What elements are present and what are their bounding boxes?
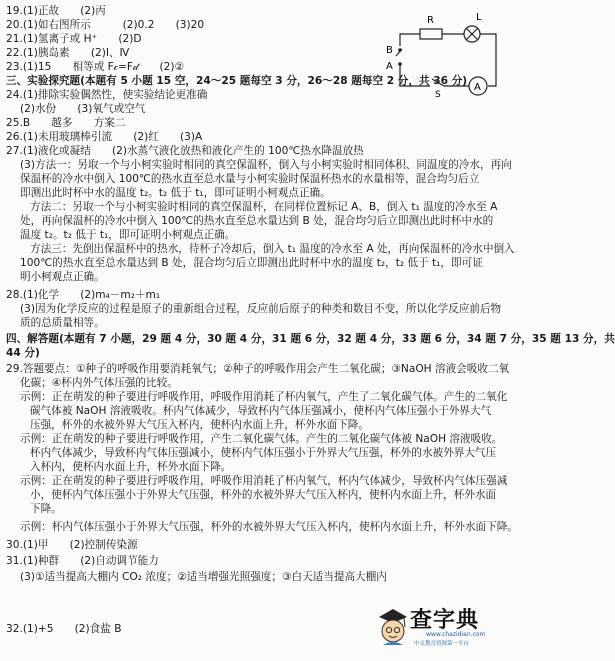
answer-line: 22.(1)胰岛素 (2)Ⅰ、Ⅳ xyxy=(6,47,130,59)
mascot-icon xyxy=(376,605,410,647)
answer-line: 入杯内，使杯内水面上升，杯外水面下降。 xyxy=(30,461,232,473)
answer-line: (3)方法一：另取一个与小柯实验时相同的真空保温杯，倒入与小柯实验时相同体积、同温度的冷水，再向 xyxy=(20,159,512,171)
answer-line: 25.B 越多 方案二 xyxy=(6,117,126,129)
answer-line: 29.答题要点：①种子的呼吸作用要消耗氧气；②种子的呼吸作用会产生二氧化碳；③NaOH 溶液会吸收二氧 xyxy=(6,363,510,375)
section-heading: 44 分) xyxy=(6,347,40,359)
lamp-label: L xyxy=(476,12,482,23)
point-a-label: A xyxy=(386,61,393,72)
brand-name: 查字典 xyxy=(410,608,480,633)
answer-line: 保温杯的冷水中倒入 100℃的热水直至总水量与小柯实验时保温杯热水的水量相等，混合均匀后立 xyxy=(20,173,480,185)
answer-line: 质的总质量相等。 xyxy=(20,317,105,329)
answer-line: 28.(1)化学 (2)m₄－m₂＋m₁ xyxy=(6,289,161,301)
switch-icon xyxy=(432,79,444,86)
answer-line: 小，使杯内气体压强小于外界大气压强，杯外的水被外界大气压入杯内，使杯内水面上升，杯外水面 xyxy=(30,489,497,501)
answer-line: 100℃的热水直至总水量达到 B 处，混合均匀后立即测出此时杯中水的温度 t₂，t₂ 低于 t₁，即可证 xyxy=(20,257,483,269)
answer-line: (2)水份 (3)氧气或空气 xyxy=(20,103,146,115)
answer-line: 示例：杯内气体压强小于外界大气压强，杯外的水被外界大气压入杯内，使杯内水面上升，杯外水面下降。 xyxy=(20,521,518,533)
answer-line: 方法二：另取一个与小柯实验时相同的真空保温杯，在同样位置标记 A、B，倒入 t₁ 温度的冷水至 A xyxy=(30,201,498,213)
switch-label: S xyxy=(435,90,441,100)
answer-line: 30.(1)甲 (2)控制传染源 xyxy=(6,539,138,551)
answer-line: 32.(1)+5 (2)食盐 B xyxy=(6,623,122,635)
answer-line: 杯内气体减少，导致杯内气体压强减小，使杯内气体压强小于外界大气压强，杯外的水被外界大气压 xyxy=(30,447,497,459)
answer-line: 下降。 xyxy=(30,503,62,515)
answer-line: 21.(1)氢离子或 H⁺ (2)D xyxy=(6,33,142,45)
watermark-logo xyxy=(376,601,506,651)
answer-line: 示例：正在萌发的种子要进行呼吸作用，呼吸作用消耗了杯内氧气，杯内气体减少，导致杯内气体压强减 xyxy=(20,475,508,487)
answer-line: 31.(1)种群 (2)自动调节能力 xyxy=(6,555,159,567)
brand-url: www.chazidian.com xyxy=(426,631,486,638)
brand-tagline: 中文教育资源第一平台 xyxy=(414,641,470,647)
answer-line: 即测出此时杯中水的温度 t₂。t₂ 低于 t₁，即可证明小柯观点正确。 xyxy=(20,187,331,199)
answer-line: 碳气体被 NaOH 溶液吸收。杯内气体减少，导致杯内气体压强减小，使杯内气体压强小于外界大气 xyxy=(30,405,492,417)
answer-line: 示例：正在萌发的种子要进行呼吸作用，呼吸作用消耗了杯内氧气，产生了二氧化碳气体。产生的二氧化 xyxy=(20,391,508,403)
answer-line: 示例：正在萌发的种子要进行呼吸作用，产生二氧化碳气体。产生的二氧化碳气体被 NaOH 溶液吸收。 xyxy=(20,433,503,445)
wire xyxy=(400,34,420,46)
answer-line: 23.(1)15 相等或 F𝒸=F𝒹 (2)② xyxy=(6,61,185,73)
answer-line: 压强，杯外的水被外界大气压入杯内，使杯内水面上升，杯外水面下降。 xyxy=(30,419,369,431)
answer-line: 化碳；④杯内外气体压强的比较。 xyxy=(20,377,178,389)
answer-line: 方法三：先倒出保温杯中的热水，待杯子冷却后，倒入 t₁ 温度的冷水至 A 处，再向保温杯的冷水中倒入 xyxy=(30,243,515,255)
answer-line: 24.(1)排除实验偶然性，使实验结论更准确 xyxy=(6,89,208,101)
circuit-diagram xyxy=(372,6,506,98)
wire xyxy=(400,64,430,86)
answer-line: 处，再向保温杯的冷水中倒入 100℃的热水直至总水量达到 B 处，混合均匀后立即测出此时杯中水的 xyxy=(20,215,494,227)
answer-line: 温度 t₂。t₂ 低于 t₁，即可证明小柯观点正确。 xyxy=(20,229,236,241)
point-b-label: B xyxy=(386,45,393,56)
section-heading: 四、解答题(本题有 7 小题，29 题 4 分，30 题 4 分，31 题 6 分，32 题 4 分，33 题 6 分，34 题 7 分，35 题 13 分，共 xyxy=(6,333,615,345)
answer-line: (3)①适当提高大棚内 CO₂ 浓度；②适当增强光照强度；③白天适当提高大棚内 xyxy=(20,571,387,583)
ammeter-label: A xyxy=(474,82,481,93)
answer-line: 明小柯观点正确。 xyxy=(20,271,105,283)
answer-line: (3)因为化学反应的过程是原子的重新组合过程，反应前后原子的种类和数目不变，所以化学反应前后物 xyxy=(20,303,502,315)
section-heading: 三、实验探究题(本题有 5 小题 15 空，24～25 题每空 3 分，26～28 题每空 2 分，共 36 分) xyxy=(6,75,468,87)
answer-line: 27.(1)液化或凝结 (2)水蒸气液化放热和液化产生的 100℃热水降温放热 xyxy=(6,145,364,157)
answer-line: 19.(1)正故 (2)丙 xyxy=(6,5,106,17)
answer-line: 26.(1)未用玻璃棒引流 (2)红 (3)A xyxy=(6,131,203,143)
answer-line: 20.(1)如右图所示 (2)0.2 (3)20 xyxy=(6,19,205,31)
resistor-label: R xyxy=(427,15,434,26)
resistor xyxy=(420,29,442,39)
